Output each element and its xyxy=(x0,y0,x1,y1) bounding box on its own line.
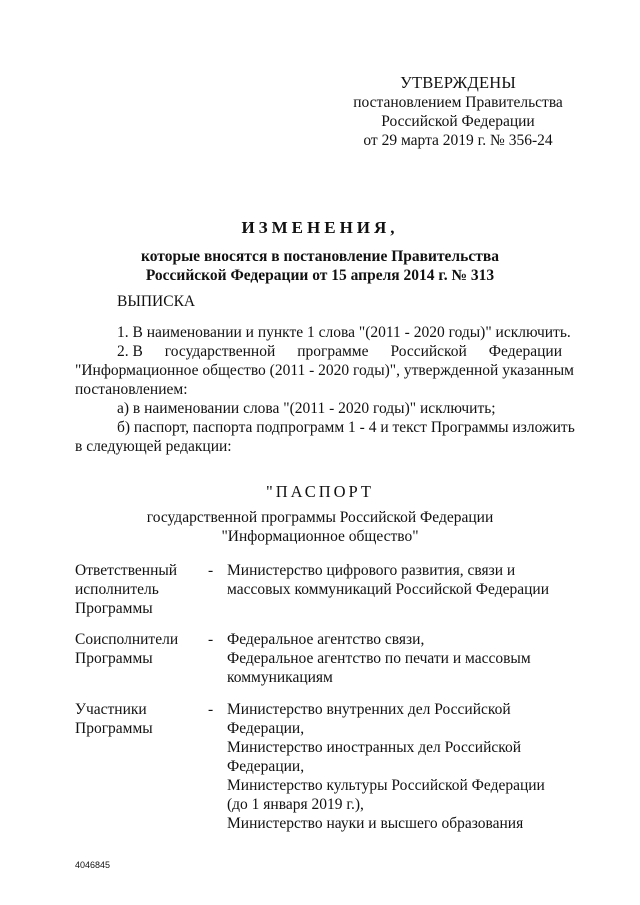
approval-heading: УТВЕРЖДЕНЫ xyxy=(400,73,516,92)
row-label: Соисполнители Программы xyxy=(75,631,179,667)
row-dash: - xyxy=(208,631,214,648)
passport-subtitle xyxy=(0,508,640,546)
word: программе xyxy=(297,343,369,360)
passport-row-participants xyxy=(75,700,575,840)
paragraph-4-line-2: в следующей редакции: xyxy=(75,438,232,455)
paragraph-3: а) в наименовании слова "(2011 - 2020 годы)" исключить; xyxy=(117,400,496,417)
approval-date-number: от 29 марта 2019 г. № 356-24 xyxy=(363,132,553,149)
word: 2. В xyxy=(117,343,143,360)
paragraph-2-line-1 xyxy=(75,342,562,361)
word: Федерации xyxy=(488,343,562,360)
approval-block xyxy=(340,73,576,150)
word: Российской xyxy=(390,343,467,360)
approval-line: Российской Федерации xyxy=(381,113,535,130)
document-title: ИЗМЕНЕНИЯ, xyxy=(241,218,399,237)
document-subtitle xyxy=(0,247,640,285)
approval-line: постановлением Правительства xyxy=(353,94,563,111)
row-dash: - xyxy=(208,701,214,718)
paragraph-2-line-3: постановлением: xyxy=(75,381,188,398)
subtitle-line: Российской Федерации от 15 апреля 2014 г. № 313 xyxy=(145,267,495,284)
row-label: Участники Программы xyxy=(75,701,153,737)
document-code: 4046845 xyxy=(75,860,111,870)
row-value: Федеральное агентство связи, Федеральное агентство по печати и массовым коммуникациям xyxy=(227,631,531,686)
document-body xyxy=(75,323,575,456)
subtitle-line: которые вносятся в постановление Правительства xyxy=(141,248,499,265)
passport-row-coexecutors xyxy=(75,630,575,690)
paragraph-1: 1. В наименовании и пункте 1 слова "(2011 - 2020 годы)" исключить. xyxy=(117,324,571,341)
row-value: Министерство внутренних дел Российской Федерации, Министерство иностранных дел Российской Федерации, Министерство культуры Российской Федерации (до 1 января 2019 г.), Министерство науки и высшего образования xyxy=(227,701,545,832)
paragraph-4-line-1: б) паспорт, паспорта подпрограмм 1 - 4 и текст Программы изложить xyxy=(117,419,575,436)
row-label: Ответственный исполнитель Программы xyxy=(75,562,178,617)
passport-subtitle-line: "Информационное общество" xyxy=(221,528,419,545)
extract-label: ВЫПИСКА xyxy=(117,293,196,310)
row-dash: - xyxy=(208,562,214,579)
passport-title: "ПАСПОРТ xyxy=(265,482,375,501)
row-value: Министерство цифрового развития, связи и массовых коммуникаций Российской Федерации xyxy=(227,562,550,598)
paragraph-2-line-2: "Информационное общество (2011 - 2020 годы)", утвержденной указанным xyxy=(75,362,574,379)
passport-subtitle-line: государственной программы Российской Федерации xyxy=(146,509,494,526)
passport-row-responsible xyxy=(75,561,575,621)
word: государственной xyxy=(164,343,276,360)
